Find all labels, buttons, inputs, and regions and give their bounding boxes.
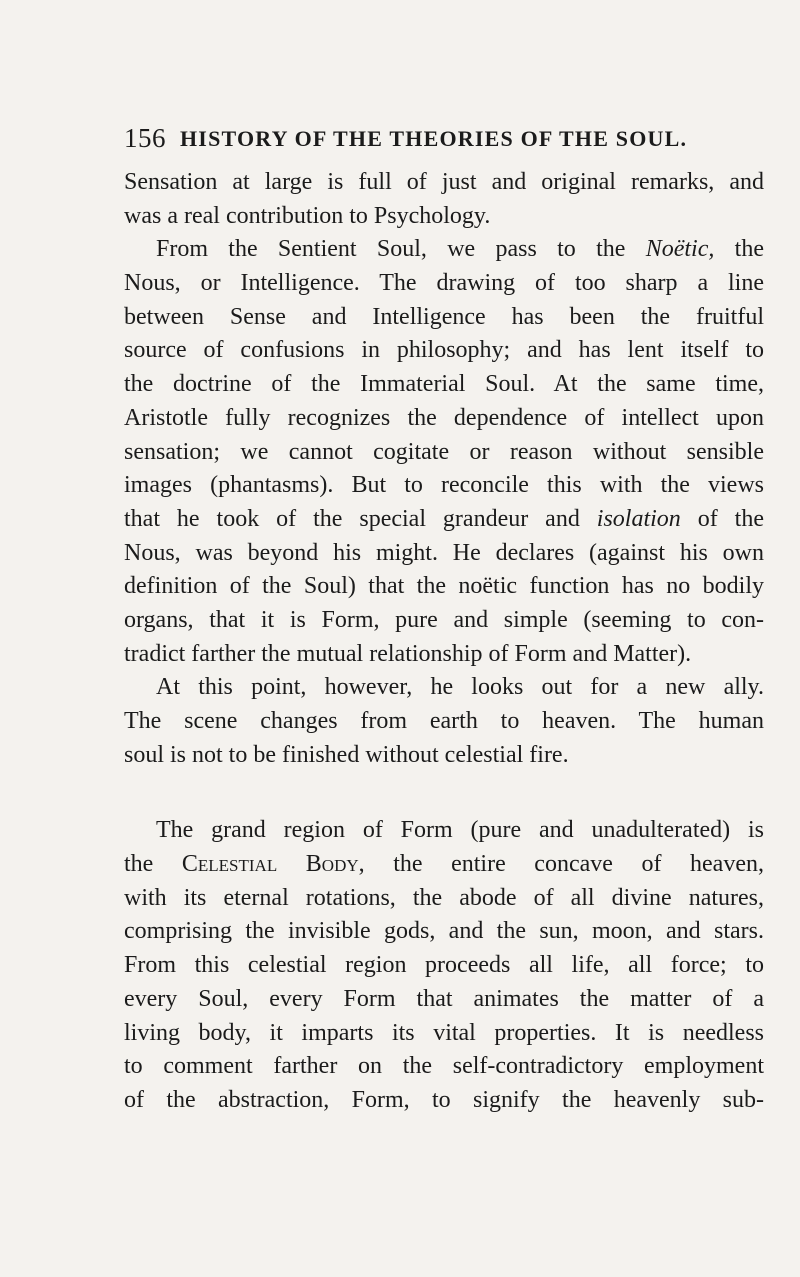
page-body [124, 166, 764, 1118]
text-line: between Sense and Intelligence has been the fruitful [124, 303, 764, 330]
text-line: was a real contribution to Psychology. [124, 202, 491, 229]
text-line: The scene changes from earth to heaven. The human [124, 708, 764, 734]
text-line: Aristotle fully recognizes the dependence of intellect upon [124, 404, 764, 431]
text-line: living body, it imparts its vital properties. It is needless [124, 1019, 764, 1046]
section-spacer [124, 772, 764, 814]
text-run: the [714, 236, 764, 263]
text-line: Nous, or Intelligence. The drawing of too sharp a line [124, 270, 764, 297]
text-line: The grand region of Form (pure and unadulterated) is [156, 817, 764, 844]
text-line: Sensation at large is full of just and original remarks, and [124, 169, 764, 195]
small-caps-term: Celestial Body, [181, 851, 365, 878]
text-run: that he took of the special grandeur and [124, 505, 597, 532]
text-run: the [124, 851, 182, 878]
text-run: the entire concave of heaven, [364, 851, 764, 878]
page-number: 156 [124, 123, 166, 153]
text-line: sensation; we cannot cogitate or reason without sensible [124, 438, 764, 465]
page-header [124, 120, 764, 156]
text-line [124, 503, 764, 537]
text-run: of the [680, 505, 765, 532]
text-line: comprising the invisible gods, and the sun, moon, and stars. [124, 918, 764, 945]
text-line [124, 233, 764, 267]
paragraph-4 [124, 814, 764, 1117]
running-title: HISTORY OF THE THEORIES OF THE SOUL. [180, 126, 688, 151]
text-line: From this celestial region proceeds all life, all force; to [124, 952, 764, 979]
text-line: of the abstraction, Form, to signify the heavenly sub- [124, 1086, 764, 1113]
text-line: to comment farther on the self-contradictory employment [124, 1053, 764, 1080]
text-run: From the Sentient Soul, we pass to the [156, 236, 646, 263]
text-line: At this point, however, he looks out for a new ally. [156, 674, 764, 701]
text-line: source of confusions in philosophy; and has lent itself to [124, 337, 764, 364]
text-line: the doctrine of the Immaterial Soul. At the same time, [124, 371, 764, 398]
paragraph-1 [124, 166, 764, 233]
text-line: Nous, was beyond his might. He declares (against his own [124, 539, 764, 566]
paragraph-2 [124, 233, 764, 671]
text-line: definition of the Soul) that the noëtic function has no bodily [124, 573, 764, 600]
italic-term: isolation [596, 505, 681, 532]
text-line: every Soul, every Form that animates the matter of a [124, 985, 764, 1012]
text-line: organs, that it is Form, pure and simple (seeming to con- [124, 606, 764, 633]
text-line: soul is not to be finished without celestial fire. [124, 741, 569, 768]
text-line [124, 848, 764, 882]
italic-term: Noëtic, [645, 236, 715, 263]
paragraph-3 [124, 671, 764, 772]
text-line: with its eternal rotations, the abode of all divine natures, [124, 884, 764, 911]
text-line: images (phantasms). But to reconcile this with the views [124, 472, 764, 499]
text-line: tradict farther the mutual relationship of Form and Matter). [124, 640, 692, 667]
